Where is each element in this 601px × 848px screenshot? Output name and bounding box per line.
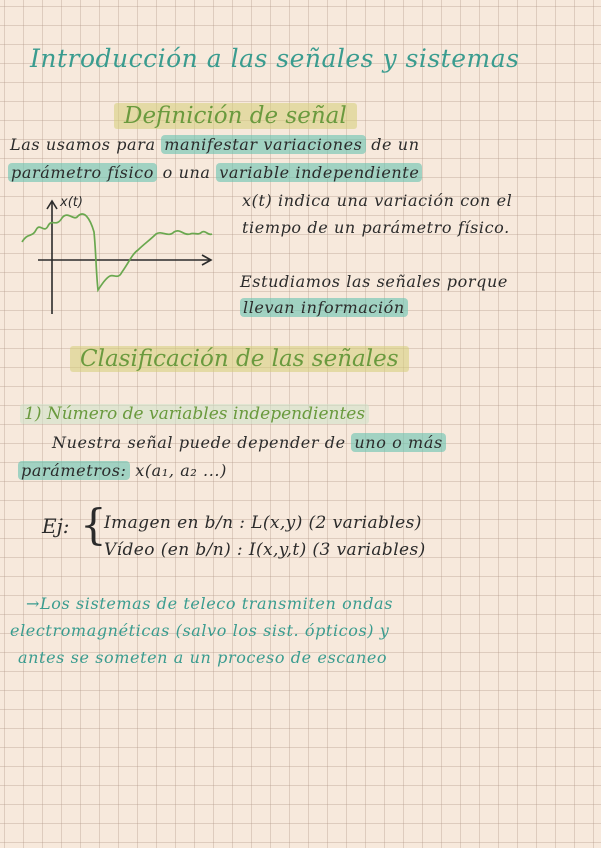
note-line-3: antes se someten a un proceso de escaneo: [18, 648, 388, 667]
highlight-parametros: parámetros:: [18, 461, 130, 480]
example-line-1: Imagen en b/n : L(x,y) (2 variables): [104, 513, 422, 533]
subheading-variables: [20, 404, 369, 424]
example-label: Ej:: [42, 514, 70, 538]
definition-line-6: [240, 298, 408, 317]
highlight-llevan-informacion: llevan información: [240, 298, 408, 317]
example-line-2: Vídeo (en b/n) : I(x,y,t) (3 variables): [104, 540, 426, 560]
heading-text: Definición de señal: [114, 103, 357, 129]
highlight-variable-independiente: variable independiente: [216, 163, 422, 182]
signal-curve: [22, 214, 212, 290]
text: o una: [162, 163, 211, 182]
text: x(a₁, a₂ ...): [135, 461, 227, 480]
section-heading-definicion: [114, 103, 357, 129]
highlight-uno-o-mas: uno o más: [351, 433, 445, 452]
highlight-parametro-fisico: parámetro físico: [8, 163, 157, 182]
definition-line-5: Estudiamos las señales porque: [240, 272, 508, 291]
text: Las usamos para: [10, 135, 156, 154]
subheading-text: 1) Número de variables independientes: [20, 404, 369, 424]
heading-text: Clasificación de las señales: [70, 346, 409, 372]
note-line-2: electromagnéticas (salvo los sist. ópticos) y: [10, 621, 390, 640]
note-line-1: →Los sistemas de teleco transmiten ondas: [26, 594, 394, 613]
text: Nuestra señal puede depender de: [52, 433, 346, 452]
definition-line-1: [10, 135, 420, 154]
classification-line-2: [18, 461, 227, 480]
curly-brace: {: [80, 500, 107, 549]
highlight-manifestar: manifestar variaciones: [161, 135, 365, 154]
graph-label: x(t): [60, 195, 83, 210]
section-heading-clasificacion: [70, 346, 409, 372]
definition-line-3: x(t) indica una variación con el: [242, 191, 513, 210]
text: de un: [371, 135, 420, 154]
definition-line-2: [8, 163, 422, 182]
definition-line-4: tiempo de un parámetro físico.: [242, 218, 510, 237]
signal-sketch: [18, 192, 228, 322]
classification-line-1: [52, 433, 446, 452]
page-title: Introducción a las señales y sistemas: [30, 44, 520, 73]
